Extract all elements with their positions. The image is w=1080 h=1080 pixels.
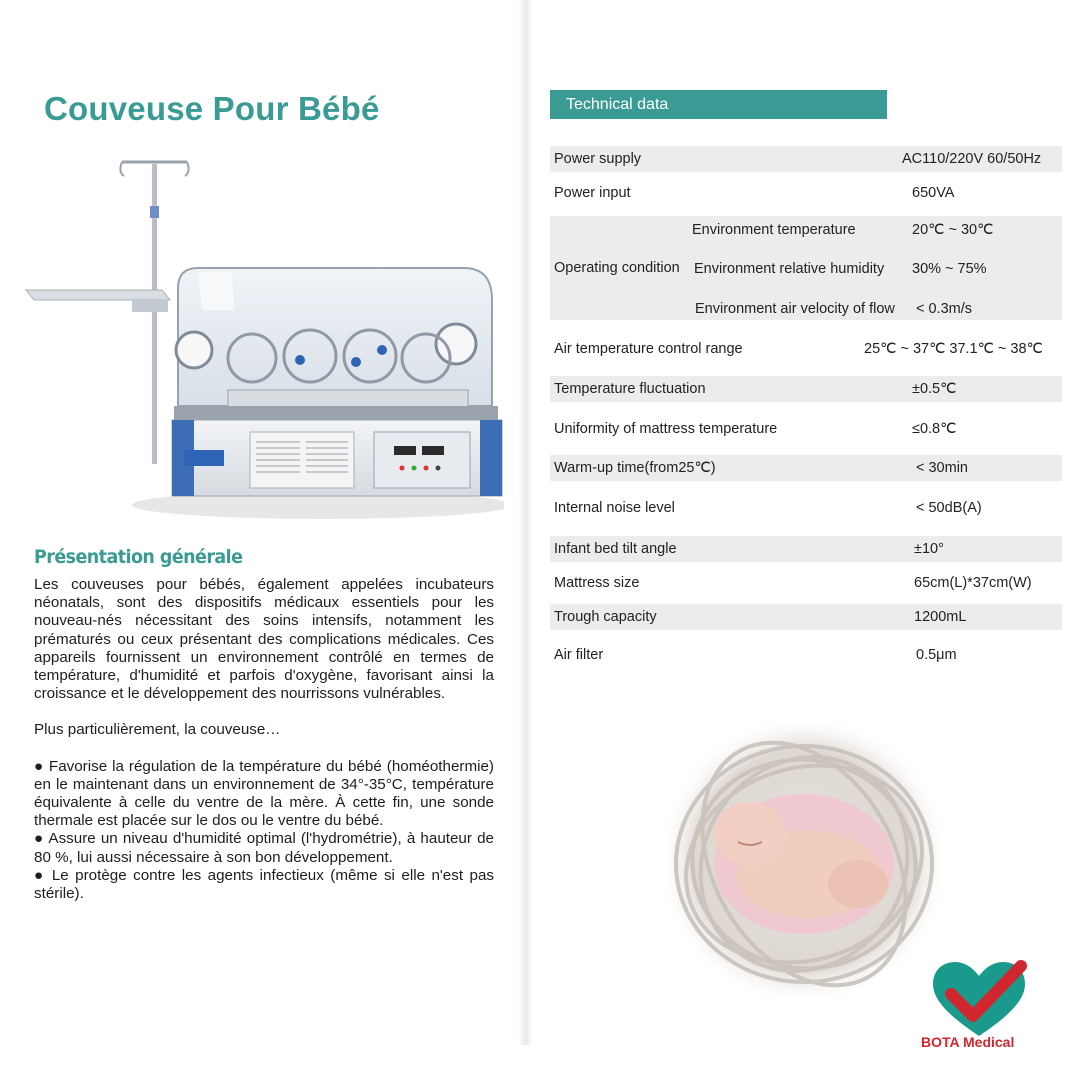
spec-sublabel: Environment air velocity of flow	[695, 301, 895, 317]
page-divider	[518, 0, 532, 1045]
table-row	[550, 455, 1062, 481]
table-row	[550, 495, 1062, 521]
spec-label: Internal noise level	[554, 500, 675, 516]
table-row	[550, 146, 1062, 172]
bota-heart-logo	[931, 960, 1027, 1040]
spec-value: < 30min	[916, 460, 968, 476]
spec-label: Power input	[554, 185, 631, 201]
list-item: ● Assure un niveau d'humidité optimal (l'hydrométrie), à hauteur de 80 %, lui aussi nécessaire à son bon développement.	[34, 830, 494, 866]
overview-text	[34, 576, 494, 903]
spec-value: 65cm(L)*37cm(W)	[914, 575, 1032, 591]
spec-value: 650VA	[912, 185, 955, 201]
section-heading: Présentation générale	[34, 546, 243, 568]
table-row	[550, 376, 1062, 402]
spec-value: ≤0.8℃	[912, 421, 957, 437]
spec-value: ±0.5℃	[912, 381, 957, 397]
table-row	[550, 180, 1062, 206]
incubator-image	[22, 150, 504, 530]
spec-label: Mattress size	[554, 575, 640, 591]
spec-value: < 0.3m/s	[916, 301, 973, 317]
table-row	[550, 216, 1062, 320]
spec-value: AC110/220V 60/50Hz	[902, 151, 1042, 167]
spec-label: Temperature fluctuation	[554, 381, 706, 397]
table-row	[550, 336, 1062, 362]
page-title: Couveuse Pour Bébé	[44, 90, 380, 127]
spec-value: < 50dB(A)	[916, 500, 982, 516]
technical-data-header: Technical data	[550, 90, 887, 119]
spec-label: Infant bed tilt angle	[554, 541, 677, 557]
spec-sublabel: Environment relative humidity	[694, 261, 885, 277]
lead-paragraph: Plus particulièrement, la couveuse…	[34, 721, 281, 739]
spec-value: 25℃ ~ 37℃ 37.1℃ ~ 38℃	[864, 341, 1043, 357]
table-row	[550, 642, 1062, 668]
spec-value: ±10°	[914, 541, 944, 557]
spec-label: Trough capacity	[554, 609, 657, 625]
intro-paragraph: Les couveuses pour bébés, également appelées incubateurs néonatals, sont des dispositifs médicaux essentiels pour les nouveau-nés nécessitant des soins intensifs, notamment les prématurés ou ceux présentant des complications médicales. Ces appareils fournissent un environnement contrôlé en termes de température, d'humidité et parfois d'oxygène, favorisant ainsi la croissance et le développement des nourrissons vulnérables.	[34, 576, 494, 703]
spec-label: Power supply	[554, 151, 642, 167]
spec-label: Air filter	[554, 647, 604, 663]
bullet-list	[34, 758, 494, 904]
spec-label: Warm-up time(from25℃)	[554, 460, 716, 476]
table-row	[550, 604, 1062, 630]
spec-sublabel: Environment temperature	[692, 222, 856, 238]
list-item: ● Favorise la régulation de la température du bébé (homéothermie) en le maintenant dans un environnement de 34°-35°C, température équivalente à celle du ventre de la mère. À cette fin, une sonde thermale est placée sur le dos ou le ventre du bébé.	[34, 757, 494, 830]
table-row	[550, 416, 1062, 442]
table-row	[550, 536, 1062, 562]
baby-nest-photo	[658, 714, 950, 1006]
spec-value: 20℃ ~ 30℃	[912, 222, 994, 238]
spec-label: Uniformity of mattress temperature	[554, 421, 778, 437]
spec-label: Air temperature control range	[554, 341, 743, 357]
brand-name: BOTA Medical	[921, 1034, 1015, 1050]
table-row	[550, 570, 1062, 596]
spec-value: 1200mL	[914, 609, 967, 625]
list-item: ● Le protège contre les agents infectieux (même si elle n'est pas stérile).	[34, 866, 494, 903]
spec-value: 30% ~ 75%	[912, 261, 987, 277]
spec-value: 0.5μm	[916, 647, 957, 663]
spec-label: Operating condition	[554, 260, 680, 276]
